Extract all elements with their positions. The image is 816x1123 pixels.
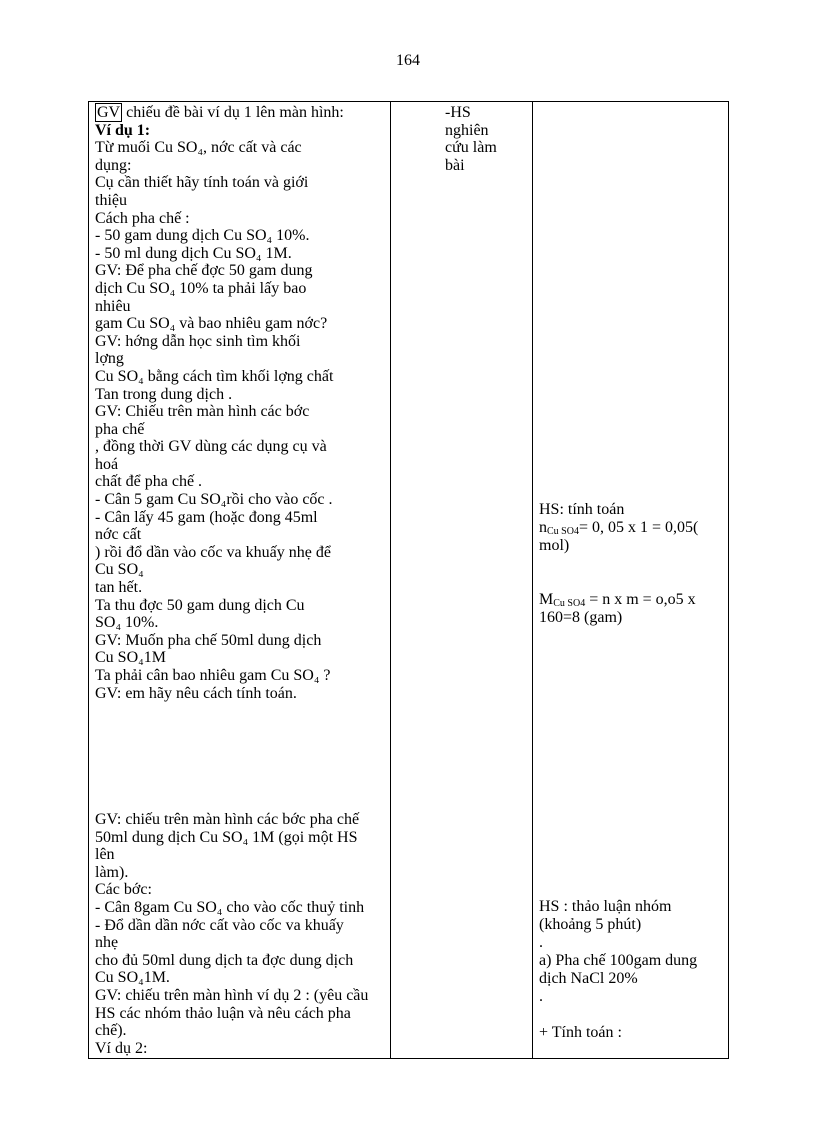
teacher-text-line: Cách pha chế : — [95, 209, 190, 227]
teacher-text-line: Tan trong dung dịch . — [95, 385, 233, 403]
first-line-text: chiếu đề bài ví dụ 1 lên màn hình: — [122, 104, 344, 121]
teacher-text-line: Các bớc: — [95, 881, 152, 899]
n-subscript: Cu SO4 — [547, 526, 579, 537]
mass-formula-rest: = n x m = o,o5 x — [585, 591, 696, 608]
teacher-text-line: Cu SO₄1M — [95, 649, 166, 667]
teacher-text-line: dụng: — [95, 156, 132, 174]
teacher-activity-column — [89, 102, 391, 1058]
task-a: a) Pha chế 100gam dung — [539, 952, 698, 969]
m-symbol: M — [539, 591, 554, 608]
teacher-text-line: 50ml dung dịch Cu SO₄ 1M (gọi một HS — [95, 828, 358, 846]
teacher-text-line: GV: em hãy nêu cách tính toán. — [95, 684, 297, 702]
teacher-text-line: nhẹ — [95, 934, 119, 952]
first-line — [95, 104, 344, 122]
teacher-text-line: thiệu — [95, 191, 127, 209]
teacher-text-line: GV: hớng dẫn học sinh tìm khối — [95, 332, 301, 350]
teacher-text-line: GV: Để pha chế đợc 50 gam dung — [95, 262, 313, 280]
teacher-text-line: Cu SO₄ bằng cách tìm khối lợng chất — [95, 367, 334, 385]
mol-unit: mol) — [539, 537, 570, 554]
mass-result: 160=8 (gam) — [539, 609, 623, 626]
teacher-text-line: dịch Cu SO₄ 10% ta phải lấy bao — [95, 279, 307, 297]
teacher-text-line: lên — [95, 846, 115, 864]
lesson-table — [88, 101, 729, 1059]
content-column — [533, 102, 730, 1058]
teacher-text-line: Ta phải cân bao nhiêu gam Cu SO₄ ? — [95, 667, 331, 684]
teacher-text-line: Cu SO₄1M. — [95, 969, 170, 987]
teacher-text-line: Cụ cần thiết hãy tính toán và giới — [95, 174, 309, 192]
group-discussion: HS : thảo luận nhóm — [539, 898, 672, 915]
teacher-text-line: làm). — [95, 863, 129, 881]
teacher-text-line: - Cân lấy 45 gam (hoặc đong 45ml — [95, 508, 318, 526]
calc-title: HS: tính toán — [539, 501, 625, 518]
teacher-text-line: Cu SO₄ — [95, 561, 144, 579]
teacher-text-line: - Đổ dần dần nớc cất vào cốc va khuấy — [95, 916, 344, 934]
teacher-text-line: chế). — [95, 1022, 127, 1040]
mole-formula-rest: = 0, 05 x 1 = 0,05( — [578, 519, 699, 536]
gv-box-label: GV — [97, 104, 121, 121]
teacher-text-line: ) rồi đổ dần vào cốc va khuấy nhẹ để — [95, 543, 331, 561]
teacher-text-line: GV: chiếu trên màn hình các bớc pha chế — [95, 811, 360, 828]
teacher-text-line: Từ muối Cu SO₄, nớc cất và các — [95, 139, 302, 157]
teacher-text-line: lợng — [95, 350, 124, 368]
teacher-text-line: - Cân 8gam Cu SO₄ cho vào cốc thuỷ tinh — [95, 898, 365, 916]
teacher-text-line: GV: chiếu trên màn hình ví dụ 2 : (yêu cầu — [95, 986, 369, 1004]
student-text-line: -HS — [445, 104, 471, 121]
teacher-text-line: nhiêu — [95, 297, 131, 315]
n-symbol: n — [539, 519, 547, 536]
dot-2: . — [539, 988, 543, 1005]
teacher-text-line: - Cân 5 gam Cu SO₄rồi cho vào cốc . — [95, 491, 333, 509]
student-text-line: nghiên — [445, 121, 489, 139]
teacher-text-line: hoá — [95, 455, 119, 473]
teacher-text-line: tan hết. — [95, 579, 143, 597]
dot-1: . — [539, 934, 543, 951]
teacher-text-line: GV: Chiếu trên màn hình các bớc — [95, 403, 310, 421]
teacher-text-line: Ta thu đợc 50 gam dung dịch Cu — [95, 596, 305, 614]
teacher-activity-text — [95, 104, 344, 702]
teacher-text-line: SO₄ 10%. — [95, 614, 159, 632]
teacher-text-line: chất để pha chế . — [95, 473, 203, 491]
teacher-text-line: cho đủ 50ml dung dịch ta đợc dung dịch — [95, 951, 354, 969]
page-number: 164 — [396, 52, 420, 69]
teacher-text-line: HS các nhóm thảo luận và nêu cách pha — [95, 1004, 351, 1022]
discussion-time: (khoảng 5 phút) — [539, 916, 642, 933]
student-text-line: bài — [445, 156, 465, 174]
teacher-text-line: , đồng thời GV dùng các dụng cụ và — [95, 438, 327, 456]
teacher-text-line: - 50 ml dung dịch Cu SO₄ 1M. — [95, 244, 292, 262]
teacher-activity-text-b — [95, 811, 368, 1057]
calc-label: + Tính toán : — [539, 1024, 622, 1041]
teacher-text-line: gam Cu SO₄ và bao nhiêu gam nớc? — [95, 315, 328, 333]
task-a-line2: dịch NaCl 20% — [539, 970, 638, 987]
example-1-heading: Ví dụ 1: — [95, 121, 151, 139]
teacher-text-line: nớc cất — [95, 526, 142, 544]
teacher-text-line: Ví dụ 2: — [95, 1039, 148, 1057]
student-activity-text — [445, 104, 497, 174]
student-activity-column — [391, 102, 533, 1058]
teacher-text-line: pha chế — [95, 420, 145, 438]
student-text-line: cứu làm — [445, 139, 497, 157]
m-subscript: Cu SO4 — [553, 598, 586, 609]
teacher-text-line: GV: Muốn pha chế 50ml dung dịch — [95, 631, 322, 649]
teacher-text-line: - 50 gam dung dịch Cu SO₄ 10%. — [95, 227, 310, 245]
